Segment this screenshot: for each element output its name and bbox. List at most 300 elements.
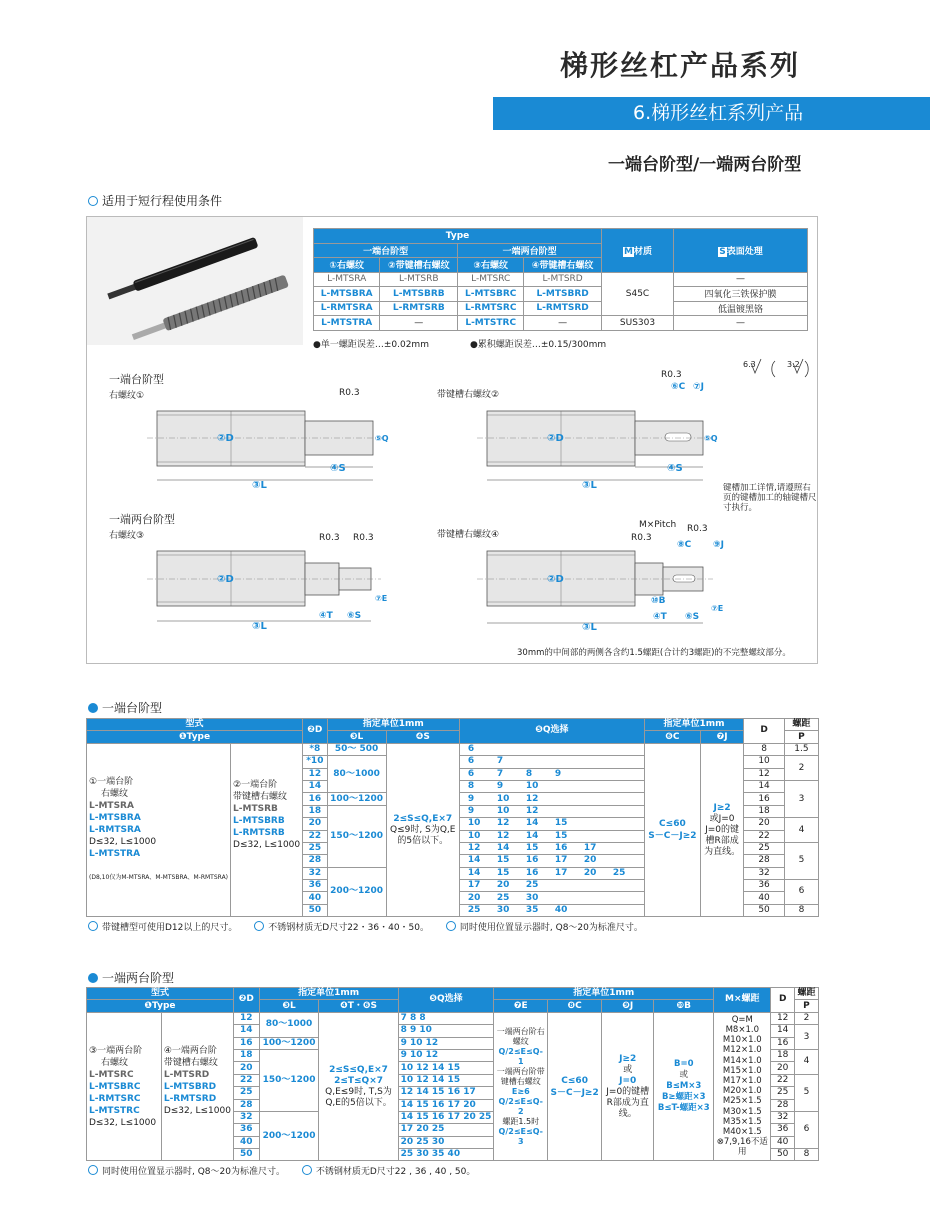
surface-cell: 低温镀黑铬 [674,301,808,316]
pitch-header: 螺距 [794,988,818,1000]
D-cell: 20 [233,1062,259,1074]
Q-cell [459,892,644,904]
table-row [87,743,819,755]
L-header: ❸L [327,731,386,743]
D-cell: *10 [303,756,327,768]
J-note: J=0的键槽R部成为直线。 [704,824,741,857]
dot-bullet-icon [88,973,98,983]
q-value: 10 [467,830,481,841]
type-cell: L-MTSTRA [314,316,380,331]
dim-E: ⑦E [375,594,388,603]
type-left-cell [87,1012,162,1161]
circle-bullet-icon [302,1165,312,1175]
type-text: ③一端两台阶 [89,1045,143,1056]
Q-cell [459,842,644,854]
col1-header: ①右螺纹 [314,258,380,273]
Dcol-cell: 25 [744,842,785,854]
Dcol-cell: 16 [771,1037,795,1049]
M-item: M15×1.0 [722,1065,762,1076]
footnote: 带键槽型可使用D12以上的尺寸。 [102,923,238,933]
group2-header: 一端两台阶型 [458,243,602,258]
M-item: M25×1.5 [722,1096,762,1107]
q-value: 9 [554,768,562,779]
J-note: J=0的键槽R部成为直线。 [606,1086,650,1119]
q-value: 25 [467,905,481,916]
material-cell: S45C [602,272,674,316]
footnote: 同时使用位置显示器时, Q8～20为标准尺寸。 [459,923,643,933]
middle-note: 30mm的中间部的两侧各含约1.5螺距(合计约3螺距)的不完整螺纹部分。 [517,648,791,658]
Dcol-cell: 18 [771,1049,795,1061]
D-cell: 32 [233,1111,259,1123]
P-cell: 2 [794,1012,818,1024]
footnote: 同时使用位置显示器时, Q8～20为标准尺寸。 [102,1167,285,1177]
q-value: 25 [612,867,626,878]
E-rule: E≥6 [511,1086,530,1096]
type-right-cell [231,743,303,916]
E-rule: Q/2≤E≤Q-1 [498,1046,543,1066]
table-row [314,287,808,302]
model-header: 型式 [87,988,234,1000]
section1-heading [88,699,162,716]
J-header: ❾J [602,1000,654,1012]
D-cell: 16 [303,793,327,805]
D-cell: 28 [233,1099,259,1111]
product-photo [87,217,303,345]
E-header: ❼E [494,1000,548,1012]
dim-C: ⑥C [671,382,686,392]
r03-label: R0.3 [631,533,652,543]
dim-L: ③L [252,480,267,491]
q-value: 15 [554,830,568,841]
Q-cell [459,768,644,780]
M-note: ⊗7,9,16不适用 [716,1137,768,1158]
type-cell: L-RMTSRB [380,301,458,316]
roughness-label: 3.2 [787,360,800,369]
Dcol-cell: 50 [744,904,785,916]
type-text: 带键槽右螺纹 [163,1057,218,1068]
D-cell: *8 [303,743,327,755]
circle-bullet-icon [254,921,264,931]
P-cell: 3 [794,1025,818,1050]
q-value: 15 [554,818,568,829]
unit-header: 指定单位1mm [327,719,459,731]
M-header: M×螺距 [714,988,771,1013]
circle-bullet-icon [88,921,98,931]
q-value: 30 [496,905,510,916]
dim-D: ②D [547,433,564,444]
Q-cell [459,904,644,916]
q-value: 15 [496,855,510,866]
C-rule2: S－C－J≥2 [550,1087,599,1098]
type-table [313,228,808,331]
Q-cell: 25 30 35 40 [398,1149,494,1161]
Dcol-cell: 25 [771,1087,795,1099]
q-value: 10 [525,781,539,792]
q-value: 20 [583,867,597,878]
Dcol-cell: 8 [744,743,785,755]
D-cell: 40 [303,892,327,904]
q-value: 30 [525,892,539,903]
Dcol-cell: 22 [744,830,785,842]
L-cell: 200～1200 [327,867,386,917]
M-item: M12×1.0 [722,1045,762,1056]
Dcol-cell: 20 [771,1062,795,1074]
dim-D: ②D [217,574,234,585]
dim-S: ⑥S [685,612,700,622]
TS-rule: 2≤T≤Q×7 [334,1075,383,1086]
type-cell: L-MTSTRC [458,316,524,331]
r03-label: R0.3 [319,533,340,543]
dim-S: ⑥S [347,611,362,621]
type-code: L-MTSBRB [233,816,285,827]
P-cell: 4 [794,1049,818,1074]
q-value: 14 [496,843,510,854]
q-value: 17 [554,867,568,878]
r03-label: R0.3 [661,370,682,380]
page-title: 梯形丝杠产品系列 [560,49,801,82]
TS-note: Q,E≤9时, T,S为Q,E的5倍以下。 [325,1086,392,1108]
type-cell: L-RMTSRD [524,301,602,316]
type-text: 带键槽右螺纹 [233,792,288,803]
surface-cell: 四氧化三铁保护膜 [674,287,808,302]
Dcol-cell: 12 [771,1012,795,1024]
q-value: 15 [525,843,539,854]
q-value: 14 [467,855,481,866]
type-text: D≤32, L≤1000 [89,837,157,848]
q-value: 12 [525,793,539,804]
type-text: D≤32, L≤1000 [163,1105,231,1116]
type-text: D≤32, L≤1000 [233,840,301,851]
drawing1-sub: 右螺纹① [109,391,145,401]
Dcol-header: D [744,719,785,744]
D-cell: 50 [303,904,327,916]
Dcol-cell: 32 [744,867,785,879]
D-cell: 22 [233,1074,259,1086]
type-cell: L-MTSBRB [380,287,458,302]
E-note: 一端两台阶带键槽右螺纹 [496,1066,545,1086]
surface-cell: — [674,272,808,287]
type-text: 右螺纹 [101,1057,129,1068]
C-rule: C≤60 [659,819,686,830]
section2-title: 一端两台阶型 [102,971,175,985]
D-cell: 12 [303,768,327,780]
M-item: M14×1.0 [722,1055,762,1066]
type-code: L-RMTSRB [233,828,285,839]
P-cell: 6 [784,880,818,905]
q-value: 17 [467,880,481,891]
Dcol-cell: 40 [744,892,785,904]
Q-cell: 17 20 25 [398,1124,494,1136]
q-value: 8 [467,781,475,792]
J-rule-cell [700,743,743,916]
Q-cell [459,756,644,768]
E-rule: Q/2≤E≤Q-2 [498,1096,543,1116]
type-code: L-RMTSRD [163,1093,217,1104]
dim-L: ③L [582,480,597,491]
J-rule-cell [602,1012,654,1161]
pitch-error-note: ●单一螺距误差…±0.02mm [313,340,429,350]
q-value: 40 [554,905,568,916]
dim-T: ④T [653,612,667,622]
M-item: M17×1.0 [722,1076,762,1086]
type-code: L-MTSBRD [163,1081,217,1092]
footnote: 不锈钢材质无D尺寸22・36・40・50。 [268,923,430,933]
section2-footnotes [88,1164,475,1177]
q-value: 20 [467,892,481,903]
Q-cell [459,780,644,792]
q-value: 14 [525,830,539,841]
q-value: 8 [525,768,533,779]
q-value: 12 [525,805,539,816]
L-cell: 150～1200 [327,805,386,867]
r03-label: R0.3 [353,533,374,543]
type-text: D≤32, L≤1000 [89,1117,157,1128]
col3-header: ③右螺纹 [458,258,524,273]
J-rule: J≥2 [619,1053,637,1064]
M-item: M8×1.0 [725,1024,759,1035]
M-item: M30×1.5 [722,1106,762,1117]
dim-E: ⑦E [711,604,724,613]
S-note: Q≤9时, S为Q,E的5倍以下。 [390,824,456,846]
type-cell: L-MTSRA [314,272,380,287]
r03-label: R0.3 [339,388,360,398]
q-value: 6 [467,743,475,754]
Q-header: ❺Q选择 [398,988,494,1013]
Dcol-cell: 12 [744,768,785,780]
surface-cell: — [674,316,808,331]
drawing4-sub: 带键槽右螺纹④ [437,530,500,540]
E-rule: Q/2≤E≤Q-3 [498,1126,543,1146]
q-value: 7 [496,756,504,767]
P-cell: 5 [794,1074,818,1111]
P-cell: 8 [794,1149,818,1161]
section1-title: 一端台阶型 [102,701,163,715]
q-value: 14 [467,867,481,878]
q-value: 9 [467,805,475,816]
dim-D: ②D [547,574,564,585]
material-icon: M [624,246,633,257]
D-cell: 28 [303,855,327,867]
C-rule-cell [644,743,700,916]
dim-L: ③L [252,621,267,632]
C-rule-cell [548,1012,602,1161]
section-banner: 6.梯形丝杠系列产品 [493,97,930,130]
Dcol-cell: 28 [744,855,785,867]
dim-Q: ⑤Q [704,434,718,443]
material-header [602,229,674,273]
page-subtitle: 一端台阶型/一端两台阶型 [608,155,802,175]
type-text: ②一端台阶 [233,780,278,791]
J-rule2: 或J=0 [709,813,735,824]
B-header: ❿B [654,1000,714,1012]
L-cell: 200～1200 [259,1111,319,1161]
q-value: 6 [467,756,475,767]
L-cell: 100～1200 [327,793,386,805]
D-cell: 40 [233,1136,259,1148]
M-item: M40×1.5 [722,1127,762,1138]
S-rule: 2≤S≤Q,E×7 [393,813,453,824]
section1-table [86,718,819,917]
dim-B: ⑩B [651,596,666,606]
type-code: L-RMTSRC [89,1093,141,1104]
L-cell: 150～1200 [259,1049,319,1111]
C-rule: C≤60 [561,1075,588,1086]
q-value: 20 [496,880,510,891]
q-value: 7 [496,768,504,779]
dot-bullet-icon [88,703,98,713]
Q-cell: 8 9 10 [398,1025,494,1037]
Q-cell: 7 8 8 [398,1012,494,1024]
L-cell: 80～1000 [259,1012,319,1037]
Dcol-header: D [771,988,795,1013]
Dcol-cell: 22 [771,1074,795,1086]
type-code: L-MTSTRA [89,849,141,860]
S-header: ❹S [386,731,459,743]
q-value: 10 [496,805,510,816]
type-code: L-MTSRC [89,1069,134,1080]
table-row [314,272,808,287]
D-cell: 18 [233,1049,259,1061]
type-cell: — [380,316,458,331]
type-text: ④一端两台阶 [163,1045,217,1056]
q-value: 9 [496,781,504,792]
M-item: M35×1.5 [722,1116,762,1127]
P-header: P [794,1000,818,1012]
type-code: L-MTSRB [233,804,278,815]
Q-cell: 10 12 14 15 [398,1074,494,1086]
B-rule: B=0 [674,1059,694,1070]
Q-cell: 9 10 12 [398,1037,494,1049]
col2-header: ②带键槽右螺纹 [380,258,458,273]
type-text: ①一端台阶 [89,777,134,788]
Q-cell: 12 14 15 16 17 [398,1087,494,1099]
Q-cell [459,743,644,755]
unit-header: 指定单位1mm [494,988,714,1000]
q-value: 16 [525,867,539,878]
drawing3-sub: 右螺纹③ [109,531,145,541]
type-header: Type [314,229,602,244]
q-value: 17 [554,855,568,866]
D-cell: 50 [233,1149,259,1161]
D-header: ❷D [303,719,327,744]
roughness-label: 6.3 [743,360,756,369]
section2-heading [88,969,174,986]
J-header: ❼J [700,731,743,743]
P-header: P [784,731,818,743]
type-code: L-RMTSRA [89,825,141,836]
surface-label: 表面处理 [726,246,763,257]
q-value: 15 [496,867,510,878]
q-value: 12 [496,830,510,841]
P-cell: 6 [794,1111,818,1148]
col4-header: ④带键槽右螺纹 [524,258,602,273]
P-cell: 5 [784,842,818,879]
D-cell: 32 [303,867,327,879]
q-value: 14 [525,818,539,829]
B-rule: B≥螺距×3 [661,1092,706,1103]
P-cell: 8 [784,904,818,916]
Q-cell [459,830,644,842]
E-note: 一端两台阶右螺纹 [496,1026,545,1046]
table-row [314,301,808,316]
D-cell: 14 [233,1025,259,1037]
q-value: 10 [467,818,481,829]
unit-header: 指定单位1mm [644,719,743,731]
condition-text: 适用于短行程使用条件 [102,194,223,208]
B-rule: 或 [679,1070,689,1081]
D-cell: 25 [233,1087,259,1099]
q-value: 12 [496,818,510,829]
Q-cell [459,867,644,879]
type-cell: L-MTSRB [380,272,458,287]
Q-header: ❺Q选择 [459,719,644,744]
Dcol-cell: 36 [744,880,785,892]
Dcol-cell: 28 [771,1099,795,1111]
B-rule: B≤T-螺距×3 [657,1103,710,1114]
Q-cell: 14 15 16 17 20 25 [398,1111,494,1123]
surface-icon: S [719,246,726,257]
type-cell: L-RMTSRA [314,301,380,316]
M-list-cell [714,1012,771,1161]
C-rule2: S－C－J≥2 [648,831,697,842]
type-cell: L-MTSBRA [314,287,380,302]
q-value: 20 [583,855,597,866]
drawing3-title: 一端两台阶型 [109,513,175,526]
q-value: 16 [525,855,539,866]
Q-cell [459,880,644,892]
D-cell: 16 [233,1037,259,1049]
section2-table [86,987,819,1161]
D-header: ❷D [233,988,259,1013]
dim-L: ③L [582,622,597,633]
Q-cell: 10 12 14 15 [398,1062,494,1074]
drawing1-title: 一端台阶型 [109,373,164,386]
C-header: ❻C [644,731,700,743]
dim-J: ⑦J [693,382,704,392]
q-value: 9 [467,793,475,804]
cumulative-error-note: ●累积螺距误差…±0.15/300mm [470,340,607,350]
Q-cell: 20 25 30 [398,1136,494,1148]
pitch-header: 螺距 [784,719,818,731]
type-cell: — [524,316,602,331]
L-cell: 100～1200 [259,1037,319,1049]
D-cell: 36 [303,880,327,892]
q-value: 25 [525,880,539,891]
material-cell: SUS303 [602,316,674,331]
footnote: 不锈钢材质无D尺寸22 , 36 , 40 , 50。 [315,1167,476,1177]
type-note: (D8,10仅为M-MTSRA、M-MTSBRA、M-RMTSRA) [89,874,229,882]
type-cell: L-MTSRC [458,272,524,287]
dim-Q: ⑤Q [375,434,389,443]
dim-D: ②D [217,433,234,444]
M-note: Q=M [731,1014,753,1025]
unit-header: 指定单位1mm [259,988,398,1000]
D-cell: 18 [303,805,327,817]
type-cell: L-MTSRD [524,272,602,287]
J-rule: J≥2 [713,802,731,813]
section1-footnotes [88,920,643,933]
Dcol-cell: 50 [771,1149,795,1161]
Dcol-cell: 14 [771,1025,795,1037]
Q-cell: 14 15 16 17 20 [398,1099,494,1111]
dim-J: ⑨J [713,540,724,550]
B-rule: B≤M×3 [666,1081,702,1092]
S-rule-cell [386,743,459,916]
D-cell: 12 [233,1012,259,1024]
L-header: ❸L [259,1000,319,1012]
q-value: 6 [467,768,475,779]
circle-bullet-icon [446,921,456,931]
